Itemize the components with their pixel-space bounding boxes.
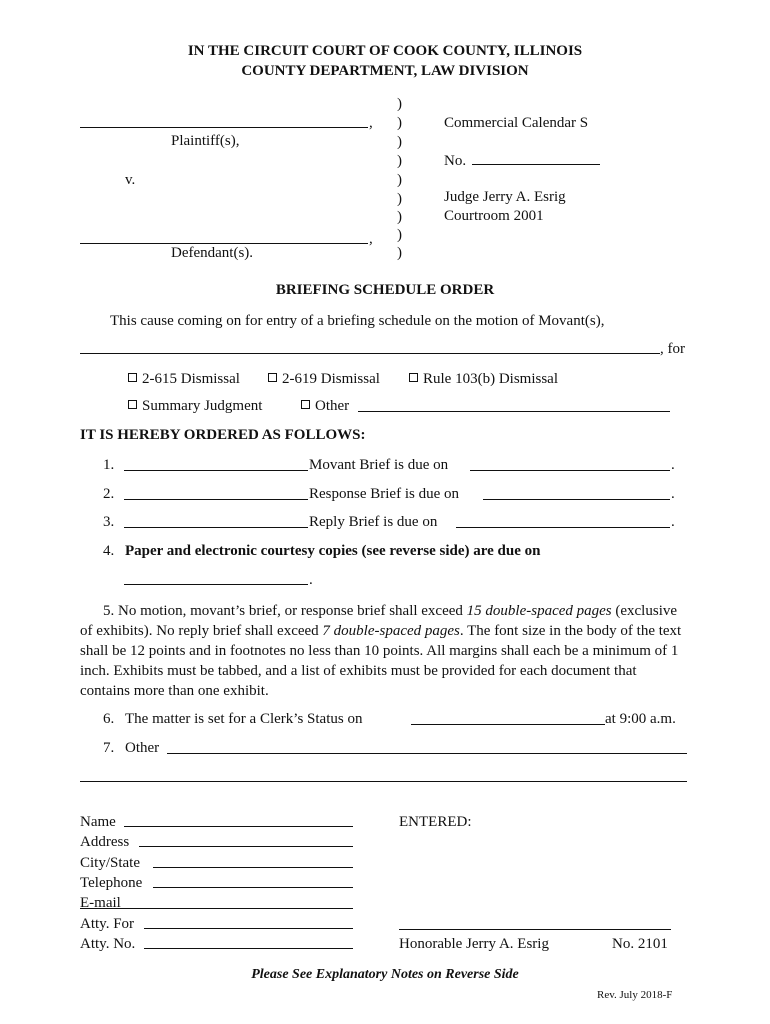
paren: ): [397, 209, 402, 225]
paren: ): [397, 172, 402, 188]
checkbox-icon: [128, 400, 137, 409]
checkbox-icon: [409, 373, 418, 382]
reply-brief-party-field[interactable]: [124, 527, 308, 528]
plaintiff-comma: ,: [369, 115, 373, 131]
checkbox-label: 2-615 Dismissal: [142, 371, 240, 387]
court-title-line2: COUNTY DEPARTMENT, LAW DIVISION: [241, 63, 529, 79]
courtroom-label: Courtroom 2001: [444, 208, 544, 224]
checkbox-rule-103b[interactable]: [409, 370, 558, 388]
page-limits-text: No motion, movant’s brief, or response brief shall exceed: [118, 603, 463, 619]
reply-limit-emphasis: 7 double-spaced pages: [322, 623, 460, 639]
paren: ): [397, 245, 402, 261]
revision-label: Rev. July 2018-F: [597, 989, 673, 1001]
case-number-field[interactable]: [472, 164, 600, 165]
reply-brief-date-field[interactable]: [456, 527, 670, 528]
explanatory-notes: Please See Explanatory Notes on Reverse Side: [251, 967, 519, 982]
checkbox-summary-judgment[interactable]: [128, 397, 262, 415]
item-6-number: 6.: [103, 711, 115, 727]
intro-text: This cause coming on for entry of a briefing schedule on the motion of Movant(s),: [110, 313, 605, 329]
checkbox-label: Other: [315, 398, 350, 414]
item-7-number: 7.: [103, 740, 115, 756]
clerk-status-date-field[interactable]: [411, 724, 605, 725]
checkbox-icon: [128, 373, 137, 382]
judge-label: Judge Jerry A. Esrig: [444, 189, 566, 205]
defendant-comma: ,: [369, 231, 373, 247]
other-order-label: Other: [125, 740, 160, 756]
page-limits-text: (exclusive of exhibits). No reply brief shall exceed: [80, 603, 678, 639]
case-number-label: No.: [444, 153, 467, 169]
checkbox-label: Rule 103(b) Dismissal: [423, 371, 558, 387]
page-limits-paragraph: [80, 601, 690, 701]
for-label: , for: [660, 341, 685, 357]
attorney-number-field[interactable]: [144, 948, 353, 949]
item-3-number: 3.: [103, 514, 115, 530]
response-brief-label: Response Brief is due on: [309, 486, 459, 502]
ordered-heading: IT IS HEREBY ORDERED AS FOLLOWS:: [80, 427, 366, 443]
attorney-telephone-field[interactable]: [153, 887, 353, 888]
judge-number: No. 2101: [612, 936, 668, 952]
movant-name-field[interactable]: [80, 353, 660, 354]
page-limits-text: . The font size in the body of the text shall be 12 points and in footnotes no less than 10 points. All margins shall each be a minimum of 1 inch. Exhibits must be tabbed, and a list of exhibits must be provided for each document that contains more than one exhibit.: [80, 623, 682, 699]
attorney-city-field[interactable]: [153, 867, 353, 868]
paren: ): [397, 115, 402, 131]
period: .: [309, 572, 313, 588]
attorney-email-label: E-mail: [80, 895, 121, 911]
other-order-field-line2[interactable]: [80, 781, 687, 782]
checkbox-label: Summary Judgment: [142, 398, 263, 414]
movant-brief-label: Movant Brief is due on: [309, 457, 449, 473]
paren: ): [397, 153, 402, 169]
movant-brief-party-field[interactable]: [124, 470, 308, 471]
other-order-field[interactable]: [167, 753, 687, 754]
courtesy-copies-date-field[interactable]: [124, 584, 308, 585]
calendar-label: Commercial Calendar S: [444, 115, 589, 131]
page-limit-emphasis: 15 double-spaced pages: [466, 603, 612, 619]
courtesy-copies-label: Paper and electronic courtesy copies (see reverse side) are due on: [125, 543, 541, 559]
attorney-address-label: Address: [80, 834, 130, 850]
response-brief-date-field[interactable]: [483, 499, 670, 500]
attorney-city-label: City/State: [80, 855, 140, 871]
reply-brief-label: Reply Brief is due on: [309, 514, 438, 530]
checkbox-2615-dismissal[interactable]: [128, 370, 240, 388]
entered-label: ENTERED:: [399, 814, 472, 830]
attorney-for-label: Atty. For: [80, 916, 135, 932]
checkbox-icon: [301, 400, 310, 409]
checkbox-other[interactable]: [301, 397, 349, 415]
attorney-name-label: Name: [80, 814, 116, 830]
paren: ): [397, 191, 402, 207]
period: .: [671, 486, 675, 502]
checkbox-label: 2-619 Dismissal: [282, 371, 380, 387]
clerk-status-label: The matter is set for a Clerk’s Status on: [125, 711, 363, 727]
paren: ): [397, 227, 402, 243]
checkbox-icon: [268, 373, 277, 382]
versus-label: v.: [125, 172, 136, 188]
attorney-address-field[interactable]: [139, 846, 353, 847]
period: .: [671, 457, 675, 473]
movant-brief-date-field[interactable]: [470, 470, 670, 471]
item-2-number: 2.: [103, 486, 115, 502]
attorney-telephone-label: Telephone: [80, 875, 143, 891]
paren: ): [397, 134, 402, 150]
plaintiff-name-field[interactable]: [80, 127, 368, 128]
response-brief-party-field[interactable]: [124, 499, 308, 500]
checkbox-2619-dismissal[interactable]: [268, 370, 380, 388]
attorney-name-field[interactable]: [124, 826, 353, 827]
plaintiff-label: Plaintiff(s),: [171, 133, 240, 149]
judge-signature-field[interactable]: [399, 929, 671, 930]
judge-name: Honorable Jerry A. Esrig: [399, 936, 549, 952]
attorney-number-label: Atty. No.: [80, 936, 136, 952]
paren: ): [397, 96, 402, 112]
item-1-number: 1.: [103, 457, 115, 473]
clerk-status-time: at 9:00 a.m.: [605, 711, 676, 727]
order-title: BRIEFING SCHEDULE ORDER: [275, 282, 495, 298]
period: .: [671, 514, 675, 530]
attorney-for-field[interactable]: [144, 928, 353, 929]
item-4-number: 4.: [103, 543, 115, 559]
court-title-line1: IN THE CIRCUIT COURT OF COOK COUNTY, ILLINOIS: [187, 43, 583, 59]
item-5-number: 5.: [103, 603, 115, 619]
other-motion-field[interactable]: [358, 411, 670, 412]
defendant-label: Defendant(s).: [171, 245, 254, 261]
attorney-email-field[interactable]: [80, 908, 353, 909]
